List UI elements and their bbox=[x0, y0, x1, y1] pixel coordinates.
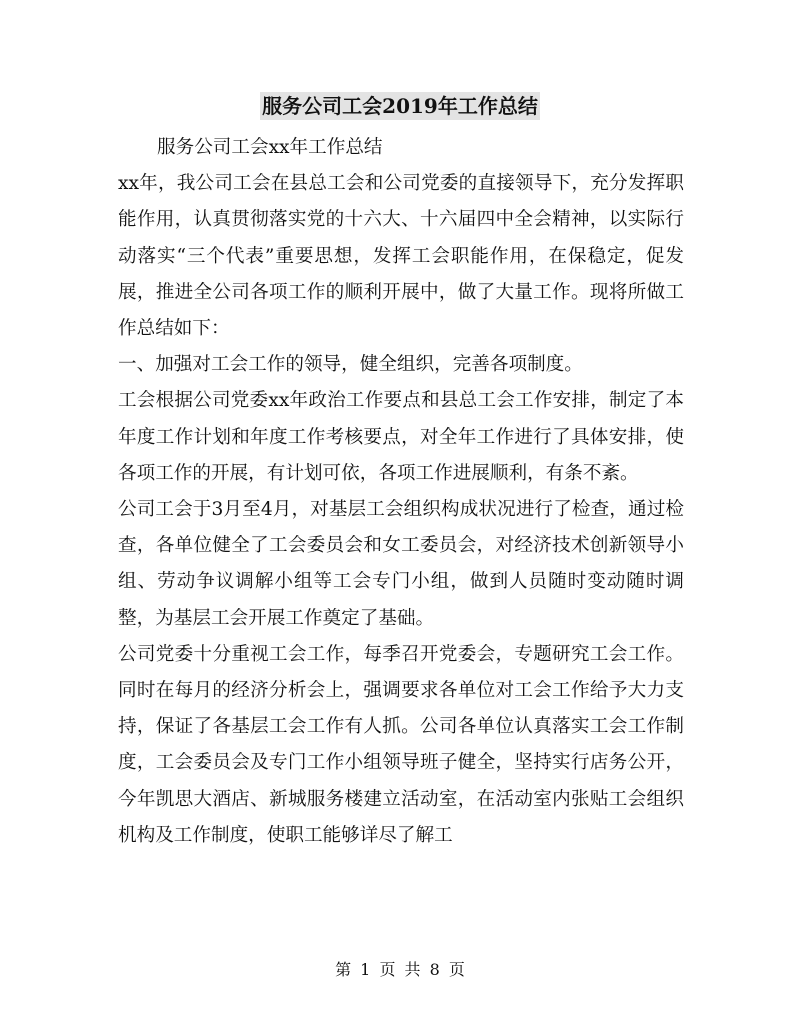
title-container bbox=[0, 92, 800, 120]
document-body bbox=[118, 130, 684, 854]
section-heading-1: 一、加强对工会工作的领导，健全组织，完善各项制度。 bbox=[118, 354, 583, 376]
body-paragraph-committee: 公司党委十分重视工会工作，每季召开党委会，专题研究工会工作。同时在每月的经济分析会上，强调要求各单位对工会工作给予大力支持，保证了各基层工会工作有人抓。公司各单位认真落实工会工作制度，工会委员会及专门工作小组领导班子健全，坚持实行店务公开，今年凯思大酒店、新城服务楼建立活动室，在活动室内张贴工会组织机构及工作制度，使职工能够详尽了解工 bbox=[118, 643, 684, 846]
page-footer: 第 1 页 共 8 页 bbox=[335, 960, 465, 979]
body-paragraph-inspection: 公司工会于3月至4月，对基层工会组织构成状况进行了检查，通过检查，各单位健全了工会委员会和女工委员会，对经济技术创新领导小组、劳动争议调解小组等工会专门小组，做到人员随时变动随时调整，为基层工会开展工作奠定了基础。 bbox=[118, 499, 684, 629]
body-paragraph-intro: xx年，我公司工会在县总工会和公司党委的直接领导下，充分发挥职能作用，认真贯彻落实党的十六大、十六届四中全会精神，以实际行动落实“三个代表”重要思想，发挥工会职能作用，在保稳定，促发展，推进全公司各项工作的顺利开展中，做了大量工作。现将所做工作总结如下： bbox=[118, 173, 684, 340]
subtitle-paragraph: 服务公司工会xx年工作总结 bbox=[157, 137, 383, 158]
body-paragraph-plan: 工会根据公司党委xx年政治工作要点和县总工会工作安排，制定了本年度工作计划和年度工作考核要点，对全年工作进行了具体安排，使各项工作的开展，有计划可依，各项工作进展顺利，有条不紊。 bbox=[118, 390, 684, 484]
document-title: 服务公司工会2019年工作总结 bbox=[262, 94, 538, 118]
